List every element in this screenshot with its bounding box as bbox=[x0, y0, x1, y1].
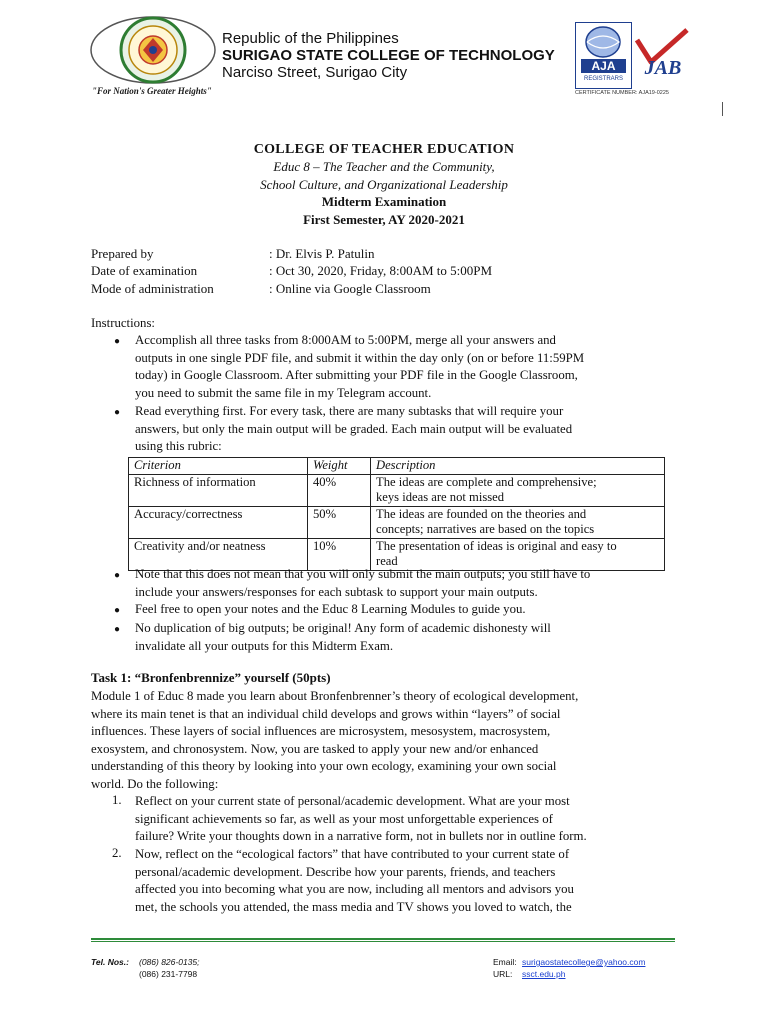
instruction-bullet-4 bbox=[135, 601, 675, 619]
footer-rule bbox=[91, 941, 675, 942]
instruction-bullet-2 bbox=[135, 403, 675, 456]
rubric-criterion: Richness of information bbox=[129, 474, 308, 506]
info-value-prepared: : Dr. Elvis P. Patulin bbox=[269, 246, 375, 261]
footer-tel-label: Tel. Nos.: bbox=[91, 957, 129, 967]
table-row bbox=[129, 474, 665, 506]
text-line: The presentation of ideas is original and easy to bbox=[376, 538, 617, 553]
bullet-icon: ● bbox=[114, 407, 121, 418]
bullet-icon: ● bbox=[114, 624, 121, 635]
text-line: influences. These layers of social influences are microsystem, mesosystem, macrosystem, bbox=[91, 724, 551, 739]
text-line: Reflect on your current state of personal/academic development. What are your most bbox=[135, 794, 570, 808]
text-line: exosystem, and chronosystem. Now, you are tasked to apply your new and/or enhanced bbox=[91, 741, 539, 756]
title-exam: Midterm Examination bbox=[321, 194, 447, 209]
text-line: significant achievements so far, as well as your most unforgettable experiences of bbox=[135, 811, 553, 826]
rubric-weight: 40% bbox=[308, 474, 371, 506]
text-line: understanding of this theory by looking into your own ecology, examining your own social bbox=[91, 759, 557, 774]
info-label-mode: Mode of administration bbox=[91, 281, 214, 296]
instruction-bullet-3 bbox=[135, 566, 675, 601]
text-line: failure? Write your thoughts down in a narrative form, not in bullets nor in outline form. bbox=[135, 829, 587, 844]
bullet-icon: ● bbox=[114, 336, 121, 347]
footer-email-label: Email: bbox=[493, 957, 517, 967]
rubric-criterion: Accuracy/correctness bbox=[129, 506, 308, 538]
text-line: Read everything first. For every task, there are many subtasks that will require your bbox=[135, 404, 564, 418]
bullet-icon: ● bbox=[114, 605, 121, 616]
rubric-weight: 10% bbox=[308, 538, 371, 570]
text-line: invalidate all your outputs for this Midterm Exam. bbox=[135, 638, 394, 653]
rubric-header-criterion: Criterion bbox=[129, 458, 308, 475]
text-line: Module 1 of Educ 8 made you learn about Bronfenbrenner’s theory of ecological development, bbox=[91, 689, 579, 703]
rubric-description bbox=[371, 474, 665, 506]
instructions-heading: Instructions: bbox=[91, 316, 155, 330]
footer-email-link[interactable]: surigaostatecollege@yahoo.com bbox=[522, 957, 646, 967]
info-label-date: Date of examination bbox=[91, 263, 198, 278]
text-line: read bbox=[376, 554, 398, 568]
title-course-line2: School Culture, and Organizational Leadership bbox=[260, 177, 508, 192]
college-motto: "For Nation's Greater Heights" bbox=[92, 86, 212, 96]
task1-item2 bbox=[135, 846, 675, 916]
text-line: Accomplish all three tasks from 8:000AM to 5:00PM, merge all your answers and bbox=[135, 333, 556, 347]
rubric-table bbox=[128, 457, 665, 571]
text-line: The ideas are founded on the theories and bbox=[376, 506, 587, 521]
text-line: answers, but only the main output will be graded. Each main output will be evaluated bbox=[135, 421, 573, 436]
text-line: The ideas are complete and comprehensive; bbox=[376, 474, 597, 489]
text-line: personal/academic development. Describe how your parents, friends, and teachers bbox=[135, 864, 556, 879]
rubric-header-description: Description bbox=[371, 458, 665, 475]
instruction-bullet-5 bbox=[135, 620, 675, 655]
rubric-header-row bbox=[129, 458, 665, 475]
text-line: Note that this does not mean that you will only submit the main outputs; you still have to bbox=[135, 567, 591, 581]
rubric-criterion: Creativity and/or neatness bbox=[129, 538, 308, 570]
footer-url-link[interactable]: ssct.edu.ph bbox=[522, 969, 566, 979]
header-college-name: SURIGAO STATE COLLEGE OF TECHNOLOGY bbox=[222, 47, 555, 64]
task1-item1 bbox=[135, 793, 675, 846]
header-margin-mark bbox=[722, 102, 723, 116]
bullet-icon: ● bbox=[114, 570, 121, 581]
header-republic: Republic of the Philippines bbox=[222, 30, 399, 47]
rubric-description bbox=[371, 506, 665, 538]
text-line: today) in Google Classroom. After submitting your PDF file in the Google Classroom, bbox=[135, 368, 578, 383]
title-department: COLLEGE OF TEACHER EDUCATION bbox=[253, 142, 515, 157]
title-semester: First Semester, AY 2020-2021 bbox=[303, 212, 465, 227]
svg-text:AJA: AJA bbox=[591, 59, 616, 73]
task1-heading: Task 1: “Bronfenbrennize” yourself (50pts) bbox=[91, 670, 331, 685]
text-line: keys ideas are not missed bbox=[376, 490, 505, 504]
text-line: you need to submit the same file in my Telegram account. bbox=[135, 385, 432, 400]
info-value-mode: : Online via Google Classroom bbox=[269, 281, 431, 296]
text-line: where its main tenet is that an individual child develops and grows within “layers” of social bbox=[91, 706, 561, 721]
title-course-line1: Educ 8 – The Teacher and the Community, bbox=[273, 159, 495, 174]
text-line: Now, reflect on the “ecological factors” that have contributed to your current state of bbox=[135, 847, 570, 861]
footer-rule bbox=[91, 938, 675, 940]
footer-tel-2: (086) 231-7798 bbox=[139, 969, 198, 979]
rubric-header-weight: Weight bbox=[308, 458, 371, 475]
rubric-weight: 50% bbox=[308, 506, 371, 538]
text-line: include your answers/responses for each subtask to support your main outputs. bbox=[135, 584, 538, 599]
certificate-number: CERTIFICATE NUMBER: AJA19-0225 bbox=[575, 90, 669, 96]
footer-tel-1: (086) 826-0135; bbox=[139, 957, 200, 967]
footer-url-label: URL: bbox=[493, 969, 513, 979]
svg-text:REGISTRARS: REGISTRARS bbox=[583, 76, 624, 82]
table-row bbox=[129, 506, 665, 538]
task1-paragraph bbox=[91, 688, 681, 794]
text-line: concepts; narratives are based on the topics bbox=[376, 522, 595, 536]
svg-text:JAB: JAB bbox=[644, 57, 682, 79]
text-line: affected you into becoming what you are now, including all mentors and advisors you bbox=[135, 882, 574, 897]
info-label-prepared: Prepared by bbox=[91, 246, 154, 261]
task1-item1-number: 1. bbox=[112, 793, 122, 807]
task1-item2-number: 2. bbox=[112, 846, 122, 860]
text-line: No duplication of big outputs; be original! Any form of academic dishonesty will bbox=[135, 621, 551, 635]
text-line: met, the schools you attended, the mass media and TV shows you loved to watch, the bbox=[135, 899, 572, 914]
header-address: Narciso Street, Surigao City bbox=[222, 64, 408, 81]
info-value-date: : Oct 30, 2020, Friday, 8:00AM to 5:00PM bbox=[269, 263, 493, 278]
college-seal-logo bbox=[88, 14, 218, 86]
text-line: world. Do the following: bbox=[91, 776, 219, 791]
text-line: outputs in one single PDF file, and submit it within the day only (on or before 11:59PM bbox=[135, 350, 585, 365]
instruction-bullet-1 bbox=[135, 332, 675, 402]
text-line: using this rubric: bbox=[135, 439, 222, 454]
text-line: Feel free to open your notes and the Educ 8 Learning Modules to guide you. bbox=[135, 602, 526, 616]
